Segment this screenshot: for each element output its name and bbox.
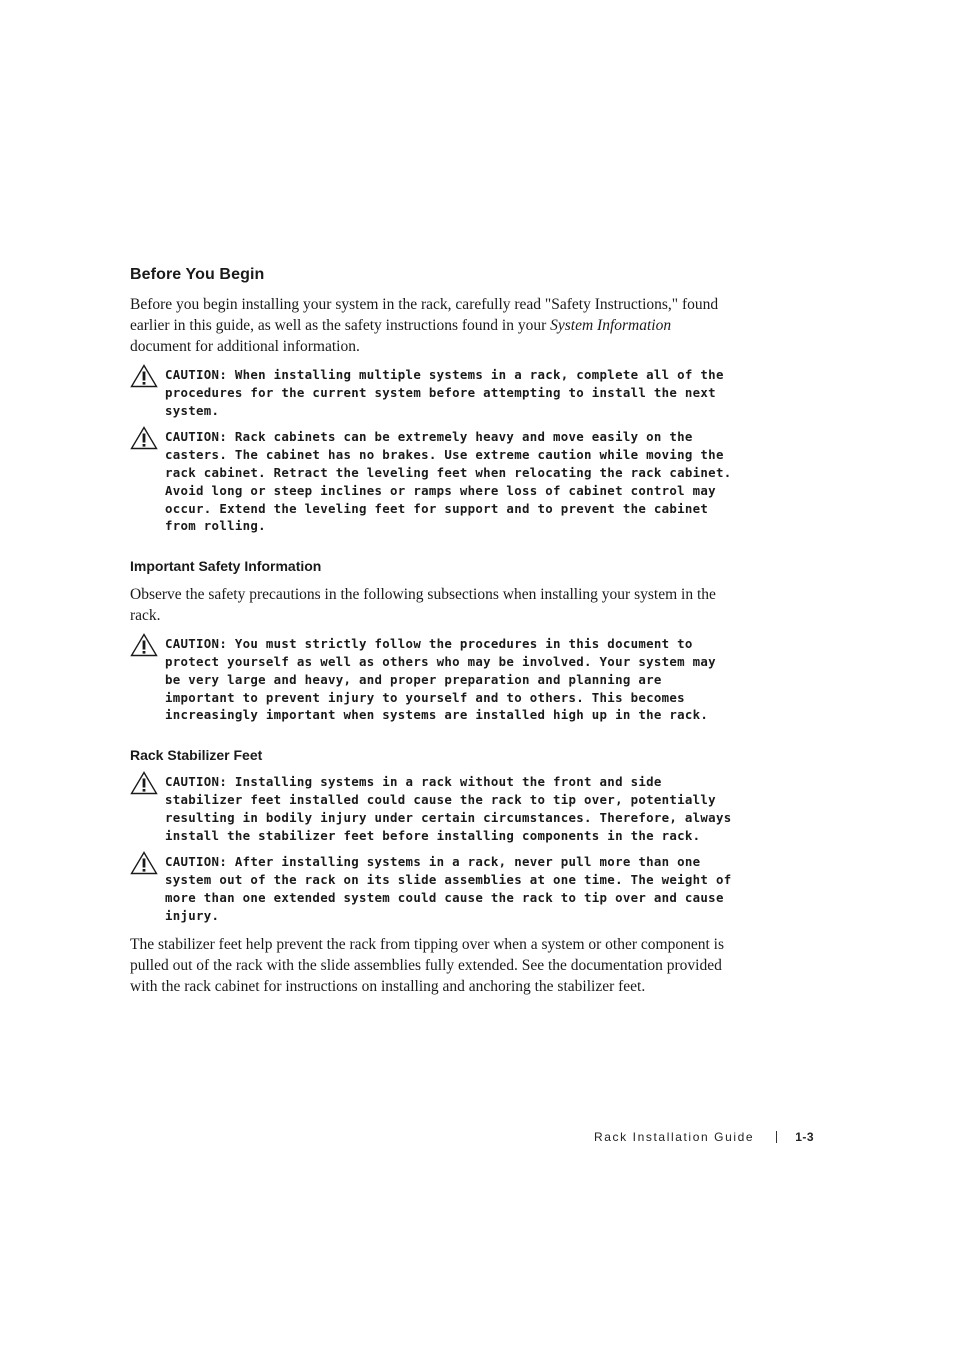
caution-text: CAUTION: You must strictly follow the procedures in this document to protect yourself as well as others who may be involved. Your system may be very large and heavy, and proper preparation and planning are important to prevent injury to yourself and to others. This becomes increasingly important when systems are installed high up in the rack. [165,636,716,723]
caution-triangle-icon [130,633,158,657]
intro-paragraph [130,294,734,357]
caution-text: CAUTION: After installing systems in a rack, never pull more than one system out of the rack on its slide assemblies at one time. The weight of more than one extended system could cause the rack to tip over and cause injury. [165,854,732,923]
intro-text-after: document for additional information. [130,338,360,355]
caution-text: CAUTION: Rack cabinets can be extremely heavy and move easily on the casters. The cabinet has no brakes. Use extreme caution while moving the rack cabinet. Retract the leveling feet when relocating the rack cabinet. Avoid long or steep inclines or ramps where loss of cabinet control may occur. Extend the leveling feet for support and to prevent the cabinet from rolling. [165,429,732,534]
caution-block [130,366,734,419]
stabilizer-paragraph: The stabilizer feet help prevent the rack from tipping over when a system or other component is pulled out of the rack with the slide assemblies fully extended. See the documentation provided with the rack cabinet for instructions on installing and anchoring the stabilizer feet. [130,935,724,995]
safety-paragraph: Observe the safety precautions in the following subsections when installing your system in the rack. [130,586,716,625]
caution-block [130,635,734,724]
caution-text: CAUTION: Installing systems in a rack without the front and side stabilizer feet installed could cause the rack to tip over, potentially resulting in bodily injury under certain circumstances. Therefore, always install the stabilizer feet before installing components in the rack. [165,774,732,843]
subsection-title-stabilizer: Rack Stabilizer Feet [130,747,263,764]
caution-triangle-icon [130,851,158,875]
section-title: Before You Begin [130,266,265,283]
subsection-title-safety: Important Safety Information [130,558,322,575]
caution-block [130,853,734,924]
intro-italic-title: System Information [550,317,672,334]
caution-block [130,428,734,535]
footer-divider [776,1131,777,1143]
intro-text-before: Before you begin installing your system in the rack, carefully read "Safety Instructions," found earlier in this guide, as well as the safety instructions found in your [130,296,719,334]
caution-triangle-icon [130,364,158,388]
page-content [130,264,734,1006]
page-footer [594,1130,814,1144]
caution-block [130,773,734,844]
page-number: 1-3 [795,1130,815,1144]
caution-triangle-icon [130,771,158,795]
footer-guide-name: Rack Installation Guide [594,1130,755,1144]
caution-text: CAUTION: When installing multiple systems in a rack, complete all of the procedures for the current system before attempting to install the next system. [165,367,724,418]
caution-triangle-icon [130,426,158,450]
